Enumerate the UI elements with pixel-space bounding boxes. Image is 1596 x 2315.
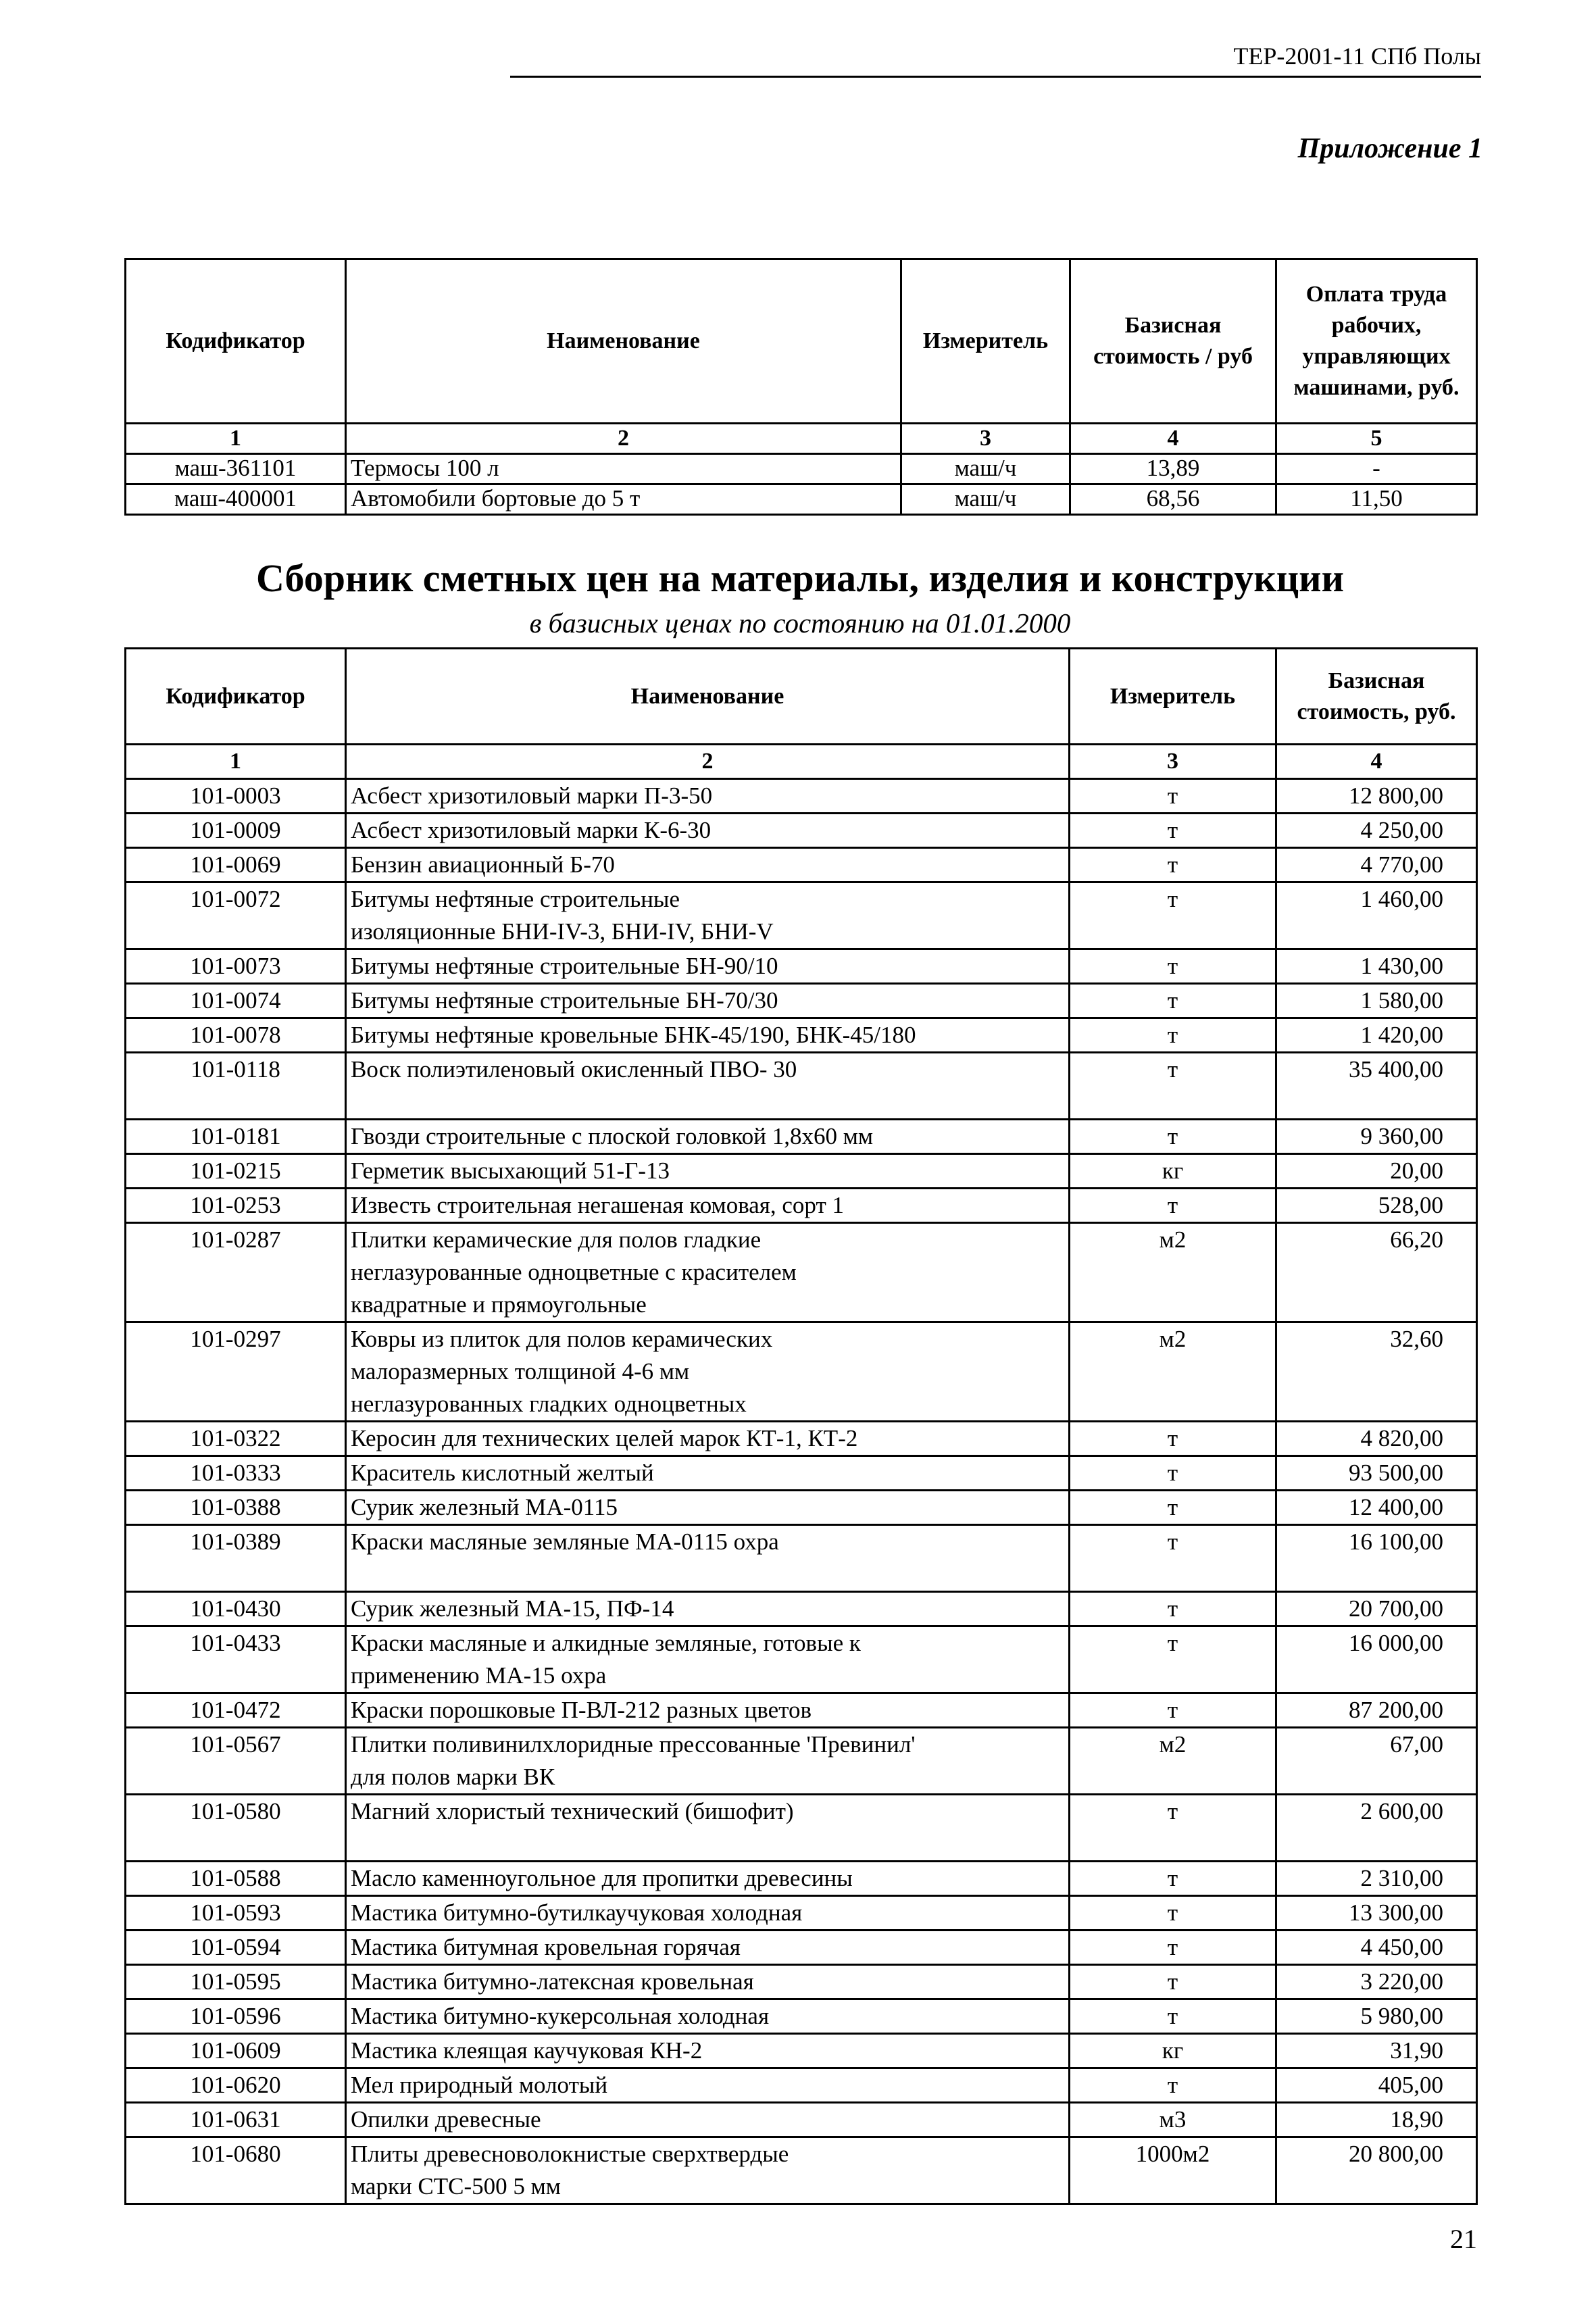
cell-code: 101-0287: [126, 1223, 346, 1322]
cell-code: 101-0322: [126, 1422, 346, 1456]
cell-unit: т: [1070, 949, 1276, 984]
cell-unit: т: [1070, 1491, 1276, 1525]
cell-wage: 11,50: [1276, 484, 1477, 515]
cell-name-line: Битумы нефтяные строительные БН-90/10: [351, 953, 778, 979]
cell-name-line: марки СТС-500 5 мм: [351, 2173, 561, 2199]
table-row: [126, 1592, 1477, 1626]
cell-price: 1 460,00: [1276, 882, 1477, 949]
cell-unit: маш/ч: [901, 484, 1070, 515]
cell-name-line: Известь строительная негашеная комовая, сорт 1: [351, 1192, 845, 1218]
cell-unit: т: [1070, 1018, 1276, 1053]
col-header-unit: Измеритель: [901, 259, 1070, 424]
cell-name-line: Герметик высыхающий 51-Г-13: [351, 1158, 670, 1184]
cell-price: 528,00: [1276, 1189, 1477, 1223]
cell-name: [346, 1422, 1070, 1456]
table-row: [126, 1693, 1477, 1728]
cell-name-line: Мастика битумно-бутилкаучуковая холодная: [351, 1899, 803, 1926]
cell-price: 68,56: [1070, 484, 1276, 515]
cell-unit: т: [1070, 1896, 1276, 1931]
table-row: [126, 1223, 1477, 1322]
materials-table-header: [126, 649, 1477, 745]
cell-name: [346, 1223, 1070, 1322]
table-row: [126, 1422, 1477, 1456]
cell-name: Автомобили бортовые до 5 т: [346, 484, 901, 515]
cell-code: 101-0588: [126, 1862, 346, 1896]
cell-unit: м2: [1070, 1728, 1276, 1795]
table-row: [126, 814, 1477, 848]
column-number-row: [126, 424, 1477, 454]
cell-code: 101-0009: [126, 814, 346, 848]
cell-name-line: Керосин для технических целей марок КТ-1, КТ-2: [351, 1425, 858, 1451]
cell-name-line: Мастика клеящая каучуковая КН-2: [351, 2037, 703, 2064]
cell-name: [346, 1154, 1070, 1189]
cell-name-line: Бензин авиационный Б-70: [351, 851, 615, 878]
cell-unit: т: [1070, 1525, 1276, 1592]
cell-name-line: для полов марки ВК: [351, 1764, 555, 1790]
cell-name-line: Краски масляные земляные МА-0115 охра: [351, 1528, 779, 1555]
table-row: [126, 1862, 1477, 1896]
table-row: [126, 1018, 1477, 1053]
col-header-price: Базисная стоимость, руб.: [1276, 649, 1477, 745]
cell-unit: т: [1070, 1053, 1276, 1120]
cell-name-line: Мастика битумно-латексная кровельная: [351, 1968, 754, 1995]
cell-name: [346, 1189, 1070, 1223]
machines-table-header: [126, 259, 1477, 424]
col-number: 3: [901, 424, 1070, 454]
cell-unit: т: [1070, 1189, 1276, 1223]
cell-name: [346, 848, 1070, 882]
cell-name-line: Мел природный молотый: [351, 2072, 608, 2098]
cell-price: 93 500,00: [1276, 1456, 1477, 1491]
cell-name: [346, 882, 1070, 949]
cell-price: 67,00: [1276, 1728, 1477, 1795]
cell-name-line: Асбест хризотиловый марки К-6-30: [351, 817, 712, 843]
cell-price: 3 220,00: [1276, 1965, 1477, 1999]
cell-price: 87 200,00: [1276, 1693, 1477, 1728]
cell-name: [346, 1322, 1070, 1422]
cell-price: 13 300,00: [1276, 1896, 1477, 1931]
table-row: [126, 454, 1477, 484]
table-row: [126, 1456, 1477, 1491]
cell-name-line: неглазурованные одноцветные с красителем: [351, 1259, 797, 1285]
cell-code: 101-0433: [126, 1626, 346, 1693]
cell-name: [346, 2103, 1070, 2137]
cell-code: 101-0181: [126, 1120, 346, 1154]
cell-name: [346, 1491, 1070, 1525]
cell-name: [346, 1728, 1070, 1795]
cell-name: [346, 1120, 1070, 1154]
table-row: [126, 1154, 1477, 1189]
cell-unit: т: [1070, 1120, 1276, 1154]
cell-code: 101-0253: [126, 1189, 346, 1223]
cell-unit: т: [1070, 1795, 1276, 1862]
cell-price: 4 770,00: [1276, 848, 1477, 882]
cell-code: 101-0215: [126, 1154, 346, 1189]
cell-unit: т: [1070, 779, 1276, 814]
table-row: [126, 1728, 1477, 1795]
cell-name: [346, 2137, 1070, 2204]
cell-code: маш-361101: [126, 454, 346, 484]
cell-price: 20,00: [1276, 1154, 1477, 1189]
col-number: 4: [1276, 745, 1477, 779]
cell-name-line: Плиты древесноволокнистые сверхтвердые: [351, 2141, 789, 2167]
col-header-unit: Измеритель: [1070, 649, 1276, 745]
section-subtitle: в базисных ценах по состоянию на 01.01.2000: [529, 607, 1071, 639]
col-header-code: Кодификатор: [126, 259, 346, 424]
col-number: 4: [1070, 424, 1276, 454]
col-number: 3: [1070, 745, 1276, 779]
cell-name: [346, 1999, 1070, 2034]
appendix-label: Приложение 1: [1297, 133, 1482, 164]
cell-unit: т: [1070, 1862, 1276, 1896]
cell-code: 101-0472: [126, 1693, 346, 1728]
table-row: [126, 2137, 1477, 2204]
cell-name-line: [351, 1828, 1064, 1860]
cell-price: 2 310,00: [1276, 1862, 1477, 1896]
cell-wage: -: [1276, 454, 1477, 484]
cell-name: [346, 1795, 1070, 1862]
cell-name: [346, 2034, 1070, 2068]
col-number: 2: [346, 424, 901, 454]
table-row: [126, 779, 1477, 814]
cell-name-line: Плитки керамические для полов гладкие: [351, 1226, 762, 1253]
cell-name-line: Воск полиэтиленовый окисленный ПВО- 30: [351, 1056, 797, 1082]
cell-code: 101-0389: [126, 1525, 346, 1592]
col-header-name: Наименование: [346, 649, 1070, 745]
cell-name-line: Краски порошковые П-ВЛ-212 разных цветов: [351, 1697, 812, 1723]
col-number: 2: [346, 745, 1070, 779]
document-code: ТЕР-2001-11 СПб Полы: [510, 42, 1481, 78]
table-row: [126, 1053, 1477, 1120]
cell-name-line: Краски масляные и алкидные земляные, готовые к: [351, 1630, 861, 1656]
col-header-name: Наименование: [346, 259, 901, 424]
cell-name-line: [351, 1558, 1064, 1591]
cell-name-line: Масло каменноугольное для пропитки древесины: [351, 1865, 853, 1891]
page-number: 21: [1450, 2224, 1477, 2254]
col-header-code: Кодификатор: [126, 649, 346, 745]
cell-code: 101-0072: [126, 882, 346, 949]
cell-name: [346, 1626, 1070, 1693]
table-row: [126, 484, 1477, 515]
materials-table: [124, 647, 1478, 2205]
cell-price: 4 820,00: [1276, 1422, 1477, 1456]
cell-price: 66,20: [1276, 1223, 1477, 1322]
cell-unit: т: [1070, 814, 1276, 848]
table-row: [126, 1322, 1477, 1422]
cell-name: [346, 1053, 1070, 1120]
cell-code: 101-0567: [126, 1728, 346, 1795]
cell-price: 32,60: [1276, 1322, 1477, 1422]
cell-name-line: применению МА-15 охра: [351, 1662, 607, 1689]
cell-name: [346, 1931, 1070, 1965]
cell-name: [346, 1456, 1070, 1491]
cell-code: 101-0631: [126, 2103, 346, 2137]
cell-code: 101-0388: [126, 1491, 346, 1525]
cell-name: [346, 1693, 1070, 1728]
cell-unit: 1000м2: [1070, 2137, 1276, 2204]
col-number: 5: [1276, 424, 1477, 454]
cell-price: 13,89: [1070, 454, 1276, 484]
cell-name-line: Опилки древесные: [351, 2106, 541, 2133]
cell-unit: т: [1070, 1965, 1276, 1999]
table-row: [126, 1626, 1477, 1693]
cell-code: 101-0620: [126, 2068, 346, 2103]
cell-name: [346, 949, 1070, 984]
cell-code: 101-0297: [126, 1322, 346, 1422]
cell-name-line: Ковры из плиток для полов керамических: [351, 1326, 773, 1352]
cell-unit: т: [1070, 848, 1276, 882]
cell-name-line: Битумы нефтяные строительные: [351, 886, 680, 912]
cell-price: 1 430,00: [1276, 949, 1477, 984]
cell-code: 101-0680: [126, 2137, 346, 2204]
table-row: [126, 1491, 1477, 1525]
cell-price: 4 450,00: [1276, 1931, 1477, 1965]
cell-name: [346, 1896, 1070, 1931]
cell-unit: кг: [1070, 2034, 1276, 2068]
cell-price: 20 800,00: [1276, 2137, 1477, 2204]
materials-table-body: [126, 649, 1477, 2204]
cell-code: 101-0595: [126, 1965, 346, 1999]
section-title: Сборник сметных цен на материалы, изделия и конструкции: [255, 556, 1345, 600]
cell-code: 101-0078: [126, 1018, 346, 1053]
col-header-wage: Оплата труда рабочих, управляющих машинами, руб.: [1276, 259, 1477, 424]
cell-price: 1 580,00: [1276, 984, 1477, 1018]
cell-unit: т: [1070, 2068, 1276, 2103]
table-row: [126, 1965, 1477, 1999]
table-row: [126, 1931, 1477, 1965]
table-row: [126, 949, 1477, 984]
table-row: [126, 1120, 1477, 1154]
cell-name-line: Асбест хризотиловый марки П-3-50: [351, 782, 713, 809]
cell-name-line: Битумы нефтяные строительные БН-70/30: [351, 987, 778, 1014]
cell-price: 5 980,00: [1276, 1999, 1477, 2034]
cell-unit: кг: [1070, 1154, 1276, 1189]
cell-price: 4 250,00: [1276, 814, 1477, 848]
cell-name: [346, 1018, 1070, 1053]
cell-unit: т: [1070, 882, 1276, 949]
cell-unit: т: [1070, 1456, 1276, 1491]
cell-code: 101-0118: [126, 1053, 346, 1120]
cell-unit: т: [1070, 1626, 1276, 1693]
cell-name-line: изоляционные БНИ-IV-3, БНИ-IV, БНИ-V: [351, 918, 774, 945]
cell-name-line: квадратные и прямоугольные: [351, 1291, 647, 1318]
cell-name: [346, 814, 1070, 848]
cell-price: 9 360,00: [1276, 1120, 1477, 1154]
table-row: [126, 984, 1477, 1018]
table-row: [126, 2103, 1477, 2137]
table-row: [126, 848, 1477, 882]
cell-price: 405,00: [1276, 2068, 1477, 2103]
col-number: 1: [126, 424, 346, 454]
cell-name: [346, 1965, 1070, 1999]
cell-price: 1 420,00: [1276, 1018, 1477, 1053]
cell-name-line: Битумы нефтяные кровельные БНК-45/190, БНК-45/180: [351, 1022, 916, 1048]
cell-price: 31,90: [1276, 2034, 1477, 2068]
cell-name-line: Краситель кислотный желтый: [351, 1460, 654, 1486]
cell-code: 101-0074: [126, 984, 346, 1018]
cell-price: 2 600,00: [1276, 1795, 1477, 1862]
cell-unit: т: [1070, 1592, 1276, 1626]
cell-unit: м3: [1070, 2103, 1276, 2137]
machines-table: [124, 258, 1478, 516]
table-row: [126, 2034, 1477, 2068]
cell-code: 101-0073: [126, 949, 346, 984]
cell-price: 35 400,00: [1276, 1053, 1477, 1120]
cell-code: 101-0609: [126, 2034, 346, 2068]
cell-code: 101-0430: [126, 1592, 346, 1626]
cell-code: 101-0596: [126, 1999, 346, 2034]
cell-code: 101-0069: [126, 848, 346, 882]
table-row: [126, 1189, 1477, 1223]
cell-name-line: Магний хлористый технический (бишофит): [351, 1798, 794, 1824]
table-row: [126, 1896, 1477, 1931]
cell-name-line: [351, 1086, 1064, 1118]
cell-name-line: малоразмерных толщиной 4-6 мм: [351, 1358, 690, 1385]
cell-name: [346, 984, 1070, 1018]
cell-unit: м2: [1070, 1223, 1276, 1322]
cell-unit: маш/ч: [901, 454, 1070, 484]
cell-code: 101-0003: [126, 779, 346, 814]
cell-unit: т: [1070, 1999, 1276, 2034]
cell-unit: т: [1070, 1931, 1276, 1965]
cell-name-line: Плитки поливинилхлоридные прессованные 'Превинил': [351, 1731, 916, 1758]
cell-name: [346, 2068, 1070, 2103]
cell-name-line: Гвозди строительные с плоской головкой 1,8x60 мм: [351, 1123, 874, 1149]
cell-code: 101-0333: [126, 1456, 346, 1491]
cell-name-line: Мастика битумная кровельная горячая: [351, 1934, 741, 1960]
cell-price: 16 000,00: [1276, 1626, 1477, 1693]
cell-unit: т: [1070, 984, 1276, 1018]
table-row: [126, 2068, 1477, 2103]
col-number: 1: [126, 745, 346, 779]
cell-price: 16 100,00: [1276, 1525, 1477, 1592]
col-header-price: Базисная стоимость / руб: [1070, 259, 1276, 424]
cell-price: 18,90: [1276, 2103, 1477, 2137]
cell-unit: т: [1070, 1422, 1276, 1456]
cell-name-line: Сурик железный МА-15, ПФ-14: [351, 1595, 674, 1622]
cell-name-line: Мастика битумно-кукерсольная холодная: [351, 2003, 770, 2029]
cell-name: [346, 1525, 1070, 1592]
cell-code: маш-400001: [126, 484, 346, 515]
cell-name: [346, 779, 1070, 814]
cell-price: 12 400,00: [1276, 1491, 1477, 1525]
table-row: [126, 1999, 1477, 2034]
table-row: [126, 1795, 1477, 1862]
column-number-row: [126, 745, 1477, 779]
cell-unit: т: [1070, 1693, 1276, 1728]
cell-code: 101-0593: [126, 1896, 346, 1931]
cell-code: 101-0594: [126, 1931, 346, 1965]
cell-name: Термосы 100 л: [346, 454, 901, 484]
cell-code: 101-0580: [126, 1795, 346, 1862]
table-row: [126, 1525, 1477, 1592]
cell-price: 12 800,00: [1276, 779, 1477, 814]
cell-unit: м2: [1070, 1322, 1276, 1422]
cell-name-line: Сурик железный МА-0115: [351, 1494, 618, 1520]
cell-name: [346, 1862, 1070, 1896]
cell-name-line: неглазурованных гладких одноцветных: [351, 1391, 747, 1417]
cell-name: [346, 1592, 1070, 1626]
cell-price: 20 700,00: [1276, 1592, 1477, 1626]
table-row: [126, 882, 1477, 949]
